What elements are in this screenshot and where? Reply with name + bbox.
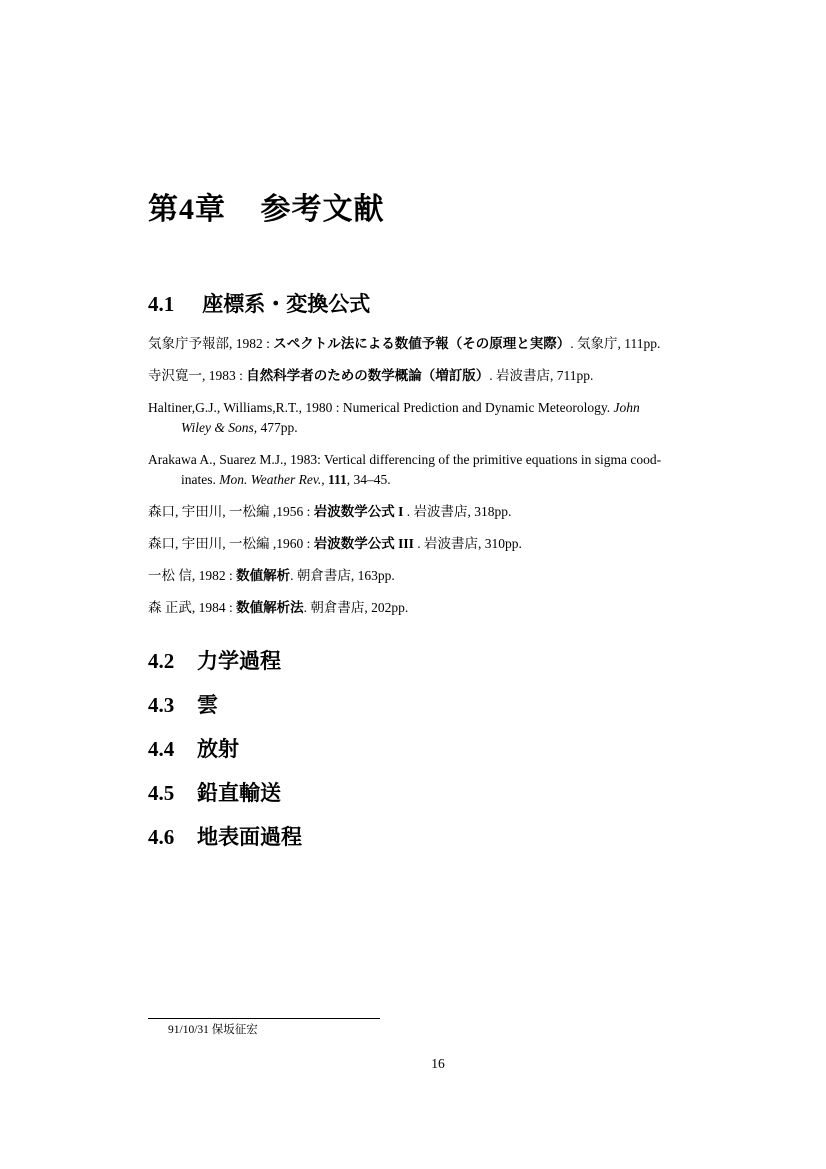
section-number: 4.1 (148, 292, 175, 316)
reference-text-segment: . 岩波書店, 310pp. (413, 536, 522, 551)
reference-text-segment: III (394, 536, 414, 551)
section-title: 座標系・変換公式 (202, 293, 371, 316)
footnote-block (148, 1018, 733, 1038)
reference-text-segment: 森口, 宇田川, 一松編 ,1960 : (148, 536, 314, 551)
section-title: 雲 (197, 694, 218, 717)
reference-entry (148, 334, 733, 354)
reference-text-segment: 数値解析 (236, 568, 291, 583)
reference-text-segment: . 気象庁, 111pp. (570, 336, 661, 351)
section-heading-4-4 (148, 736, 733, 763)
text-block (148, 0, 733, 868)
section-title: 地表面過程 (197, 826, 302, 849)
reference-text-segment: 岩波数学公式 (313, 536, 395, 551)
reference-entry (148, 398, 733, 438)
footnote-rule (148, 1018, 380, 1019)
reference-text-segment: 気象庁予報部, 1982 : (148, 336, 274, 351)
section-heading-4-6 (148, 824, 733, 851)
reference-text-segment: John (613, 400, 640, 415)
page-number: 16 (431, 1056, 445, 1071)
chapter-title: 参考文献 (260, 193, 385, 226)
section-title: 力学過程 (197, 650, 281, 673)
section-heading-4-5 (148, 780, 733, 807)
reference-text-segment: 111 (327, 472, 347, 487)
reference-text-segment: 森 正武, 1984 : (148, 600, 237, 615)
reference-text-segment: inates. (181, 472, 220, 487)
section-list (148, 648, 733, 851)
reference-entry (148, 502, 733, 522)
reference-text-segment: . 朝倉書店, 163pp. (290, 568, 395, 583)
reference-text-segment: , 34–45. (346, 472, 391, 487)
reference-entry (148, 566, 733, 586)
section-number: 4.5 (148, 781, 175, 805)
reference-text-segment: Wiley & Sons (181, 420, 254, 435)
reference-entry (148, 534, 733, 554)
section-number: 4.2 (148, 649, 175, 673)
reference-text-segment: I (394, 504, 404, 519)
reference-text-segment: . 岩波書店, 318pp. (403, 504, 512, 519)
reference-text-segment: , 477pp. (253, 420, 298, 435)
reference-text-segment: . 朝倉書店, 202pp. (303, 600, 409, 615)
section-heading-4-1 (148, 291, 733, 318)
reference-text-segment: 一松 信, 1982 : (148, 568, 237, 583)
section-number: 4.6 (148, 825, 175, 849)
reference-text-segment: Mon. Weather Rev. (219, 472, 322, 487)
reference-text-segment: Haltiner,G.J., Williams,R.T., 1980 : Numerical Prediction and Dynamic Meteorology. (148, 400, 614, 415)
reference-text-segment: 自然科学者のための数学概論（増訂版） (246, 368, 490, 383)
reference-list (148, 334, 733, 618)
reference-entry (148, 450, 733, 490)
chapter-number: 第4章 (148, 193, 226, 226)
reference-text-segment: スペクトル法による数値予報（その原理と実際） (273, 336, 571, 351)
section-heading-4-2 (148, 648, 733, 675)
reference-text-segment: , (321, 472, 328, 487)
reference-text-segment: . 岩波書店, 711pp. (489, 368, 594, 383)
reference-text-segment: 寺沢寛一, 1983 : (148, 368, 247, 383)
reference-entry (148, 598, 733, 618)
chapter-heading (148, 0, 733, 228)
reference-text-segment: 森口, 宇田川, 一松編 ,1956 : (148, 504, 314, 519)
reference-entry (148, 366, 733, 386)
footnote-text: 91/10/31 保坂征宏 (168, 1024, 258, 1036)
section-title: 放射 (197, 738, 239, 761)
section-number: 4.3 (148, 693, 175, 717)
reference-text-segment: 数値解析法 (236, 600, 304, 615)
reference-text-segment: 岩波数学公式 (313, 504, 395, 519)
section-heading-4-3 (148, 692, 733, 719)
section-number: 4.4 (148, 737, 175, 761)
reference-text-segment: Arakawa A., Suarez M.J., 1983: Vertical differencing of the primitive equations in sigma cood- (148, 452, 662, 467)
section-title: 鉛直輸送 (197, 782, 281, 805)
